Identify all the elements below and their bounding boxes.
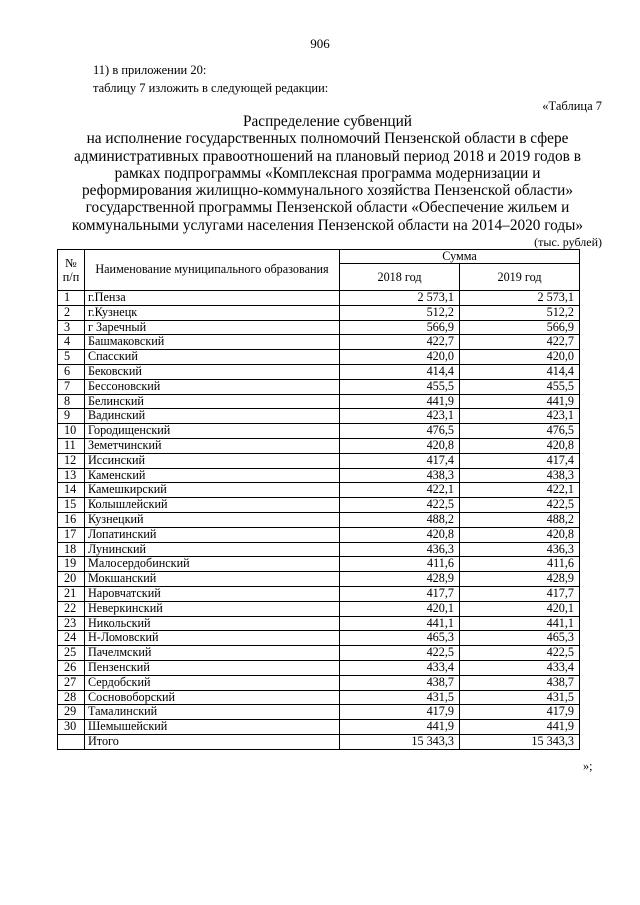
row-number: 7 [58, 379, 85, 394]
municipality-name: г.Кузнецк [85, 305, 340, 320]
municipality-name: г.Пенза [85, 291, 340, 306]
amount-2018: 488,2 [340, 512, 460, 527]
table-row [58, 512, 580, 527]
municipality-name: г Заречный [85, 320, 340, 335]
amount-2019: 422,5 [460, 646, 580, 661]
municipality-name: Сердобский [85, 675, 340, 690]
table-row [58, 557, 580, 572]
title-line: административных правоотношений на плановый период 2018 и 2019 годов в [74, 147, 581, 165]
municipality-name: Шемышейский [85, 720, 340, 735]
amount-2018: 417,9 [340, 705, 460, 720]
row-number: 26 [58, 660, 85, 675]
row-number: 20 [58, 572, 85, 587]
municipality-name: Башмаковский [85, 335, 340, 350]
table-row [58, 320, 580, 335]
amount-2019: 422,7 [460, 335, 580, 350]
municipality-name: Иссинский [85, 453, 340, 468]
amount-2018: 420,0 [340, 350, 460, 365]
municipality-name: Кузнецкий [85, 512, 340, 527]
amount-2018: 438,7 [340, 675, 460, 690]
amount-2019: 436,3 [460, 542, 580, 557]
municipality-name: Вадинский [85, 409, 340, 424]
amount-2018: 420,8 [340, 527, 460, 542]
amount-2018: 436,3 [340, 542, 460, 557]
row-number: 18 [58, 542, 85, 557]
municipality-name: Малосердобинский [85, 557, 340, 572]
row-number: 22 [58, 601, 85, 616]
amount-2018: 422,1 [340, 483, 460, 498]
amount-2018: 422,5 [340, 498, 460, 513]
amount-2019: 566,9 [460, 320, 580, 335]
table-row [58, 646, 580, 661]
table-row [58, 379, 580, 394]
amount-2019: 441,9 [460, 720, 580, 735]
row-number: 9 [58, 409, 85, 424]
row-number: 16 [58, 512, 85, 527]
title-line: реформирования жилищно-коммунального хозяйства Пензенской области» [81, 182, 574, 200]
table-row [58, 498, 580, 513]
amount-2018: 420,8 [340, 438, 460, 453]
page-number: 906 [310, 36, 330, 51]
table-row [58, 631, 580, 646]
amount-2019: 411,6 [460, 557, 580, 572]
municipality-name: Спасский [85, 350, 340, 365]
row-number: 27 [58, 675, 85, 690]
municipality-name: Неверкинский [85, 601, 340, 616]
title-line: коммунальными услугами населения Пензенской области на 2014–2020 годы» [71, 216, 584, 234]
row-number: 29 [58, 705, 85, 720]
amount-2019: 438,3 [460, 468, 580, 483]
municipality-name: Н-Ломовский [85, 631, 340, 646]
header-number: № п/п [58, 250, 85, 291]
amount-2018: 438,3 [340, 468, 460, 483]
row-number: 23 [58, 616, 85, 631]
table-row [58, 601, 580, 616]
amount-2018: 455,5 [340, 379, 460, 394]
municipality-name: Наровчатский [85, 586, 340, 601]
amount-2019: 420,8 [460, 527, 580, 542]
table-row [58, 305, 580, 320]
row-number: 6 [58, 364, 85, 379]
table-row [58, 483, 580, 498]
table-row [58, 720, 580, 735]
amount-2019: 417,9 [460, 705, 580, 720]
amount-2019: 422,5 [460, 498, 580, 513]
amount-2019: 488,2 [460, 512, 580, 527]
municipality-name: Никольский [85, 616, 340, 631]
row-number [58, 734, 85, 749]
table-row [58, 424, 580, 439]
amount-2018: 441,9 [340, 394, 460, 409]
municipality-name: Тамалинский [85, 705, 340, 720]
amount-2018: 433,4 [340, 660, 460, 675]
amount-2019: 417,4 [460, 453, 580, 468]
table-row [58, 394, 580, 409]
amount-2018: 414,4 [340, 364, 460, 379]
table-row [58, 409, 580, 424]
amount-2019: 420,0 [460, 350, 580, 365]
amount-2019: 422,1 [460, 483, 580, 498]
amount-2019: 414,4 [460, 364, 580, 379]
header-year-2019: 2019 год [460, 264, 580, 291]
amount-2018: 566,9 [340, 320, 460, 335]
municipality-name: Сосновоборский [85, 690, 340, 705]
municipality-name: Земетчинский [85, 438, 340, 453]
table-row [58, 660, 580, 675]
total-row [58, 734, 580, 749]
row-number: 12 [58, 453, 85, 468]
amount-2019: 433,4 [460, 660, 580, 675]
header-sum: Сумма [340, 250, 580, 264]
amount-2018: 441,1 [340, 616, 460, 631]
table-row [58, 690, 580, 705]
table-row [58, 453, 580, 468]
amount-2019: 420,8 [460, 438, 580, 453]
row-number: 28 [58, 690, 85, 705]
amount-2019: 15 343,3 [460, 734, 580, 749]
amendment-instruction: таблицу 7 изложить в следующей редакции: [93, 81, 329, 95]
table-row [58, 438, 580, 453]
row-number: 15 [58, 498, 85, 513]
row-number: 17 [58, 527, 85, 542]
amount-2018: 15 343,3 [340, 734, 460, 749]
amount-2018: 441,9 [340, 720, 460, 735]
amount-2018: 431,5 [340, 690, 460, 705]
table-row [58, 675, 580, 690]
table-row [58, 586, 580, 601]
amount-2019: 428,9 [460, 572, 580, 587]
closing-quote: »; [583, 759, 593, 773]
table-body [58, 291, 580, 750]
municipality-name: Лопатинский [85, 527, 340, 542]
amount-2019: 465,3 [460, 631, 580, 646]
table-row [58, 335, 580, 350]
title-line: государственной программы Пензенской области «Обеспечение жильем и [85, 199, 570, 217]
amount-2019: 438,7 [460, 675, 580, 690]
amount-2018: 422,5 [340, 646, 460, 661]
table-row [58, 705, 580, 720]
municipality-name: Пачелмский [85, 646, 340, 661]
municipality-name: Бековский [85, 364, 340, 379]
row-number: 5 [58, 350, 85, 365]
amount-2019: 441,9 [460, 394, 580, 409]
table-row [58, 542, 580, 557]
header-municipality: Наименование муниципального образования [85, 250, 340, 291]
amount-2019: 512,2 [460, 305, 580, 320]
amount-2019: 417,7 [460, 586, 580, 601]
amount-2018: 512,2 [340, 305, 460, 320]
table-row [58, 291, 580, 306]
table-row [58, 527, 580, 542]
table-label: «Таблица 7 [542, 99, 602, 113]
row-number: 2 [58, 305, 85, 320]
table-row [58, 572, 580, 587]
row-number: 1 [58, 291, 85, 306]
amount-2019: 455,5 [460, 379, 580, 394]
amount-2018: 476,5 [340, 424, 460, 439]
row-number: 3 [58, 320, 85, 335]
municipality-name: Итого [85, 734, 340, 749]
municipality-name: Каменский [85, 468, 340, 483]
title-line: Распределение субвенций [243, 113, 412, 130]
table-row [58, 616, 580, 631]
table-row [58, 350, 580, 365]
amount-2018: 423,1 [340, 409, 460, 424]
amount-2018: 420,1 [340, 601, 460, 616]
row-number: 8 [58, 394, 85, 409]
row-number: 19 [58, 557, 85, 572]
row-number: 24 [58, 631, 85, 646]
municipality-name: Камешкирский [85, 483, 340, 498]
row-number: 25 [58, 646, 85, 661]
table-row [58, 364, 580, 379]
municipality-name: Колышлейский [85, 498, 340, 513]
subvention-table [57, 249, 580, 750]
amendment-item: 11) в приложении 20: [93, 63, 207, 77]
amount-2018: 417,4 [340, 453, 460, 468]
row-number: 21 [58, 586, 85, 601]
amount-2018: 2 573,1 [340, 291, 460, 306]
amount-2018: 411,6 [340, 557, 460, 572]
title-line: рамках подпрограммы «Комплексная программа модернизации и [114, 164, 541, 182]
header-year-2018: 2018 год [340, 264, 460, 291]
municipality-name: Белинский [85, 394, 340, 409]
municipality-name: Городищенский [85, 424, 340, 439]
row-number: 4 [58, 335, 85, 350]
amount-2019: 476,5 [460, 424, 580, 439]
row-number: 13 [58, 468, 85, 483]
title-line: на исполнение государственных полномочий Пензенской области в сфере [86, 130, 569, 148]
amount-2019: 420,1 [460, 601, 580, 616]
row-number: 11 [58, 438, 85, 453]
municipality-name: Мокшанский [85, 572, 340, 587]
amount-2019: 441,1 [460, 616, 580, 631]
row-number: 14 [58, 483, 85, 498]
table-title [60, 113, 595, 234]
municipality-name: Лунинский [85, 542, 340, 557]
municipality-name: Бессоновский [85, 379, 340, 394]
amount-2018: 428,9 [340, 572, 460, 587]
row-number: 30 [58, 720, 85, 735]
amount-2019: 2 573,1 [460, 291, 580, 306]
amount-2018: 465,3 [340, 631, 460, 646]
amount-2018: 417,7 [340, 586, 460, 601]
amount-2018: 422,7 [340, 335, 460, 350]
amount-2019: 423,1 [460, 409, 580, 424]
unit-label: (тыс. рублей) [534, 235, 602, 249]
row-number: 10 [58, 424, 85, 439]
municipality-name: Пензенский [85, 660, 340, 675]
table-row [58, 468, 580, 483]
amount-2019: 431,5 [460, 690, 580, 705]
